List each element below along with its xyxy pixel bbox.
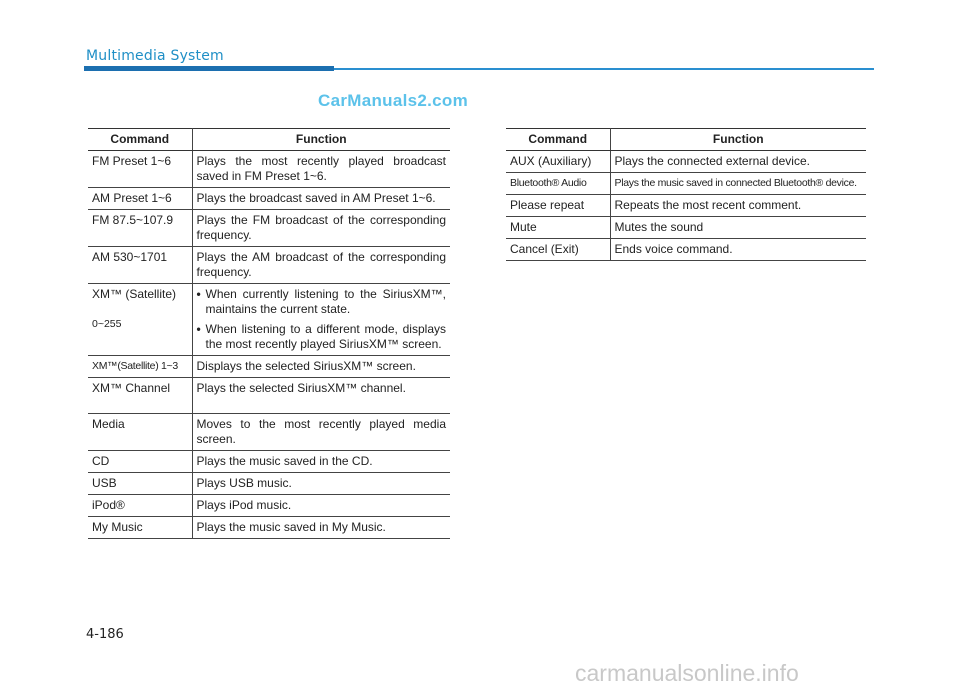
function-cell: [192, 284, 450, 356]
command-cell: AM 530~1701: [88, 247, 192, 284]
table-row: [88, 378, 450, 414]
command-cell: FM Preset 1~6: [88, 151, 192, 188]
function-cell: Plays iPod music.: [192, 495, 450, 517]
bullet-item: • When listening to a different mode, displays the most recently played SiriusXM™ screen.: [197, 322, 447, 352]
column-header-command: Command: [88, 129, 192, 151]
function-cell: Plays the selected SiriusXM™ channel.: [192, 378, 450, 414]
function-cell: Plays the connected external device.: [610, 151, 866, 173]
function-bullet-list: [197, 287, 447, 352]
command-cell: Cancel (Exit): [506, 239, 610, 261]
table-row: [506, 151, 866, 173]
watermark: CarManuals2.com: [318, 91, 468, 110]
column-header-function: Function: [192, 129, 450, 151]
table-row: [88, 247, 450, 284]
command-cell: iPod®: [88, 495, 192, 517]
table-header-row: [88, 129, 450, 151]
command-cell: CD: [88, 451, 192, 473]
function-cell: Ends voice command.: [610, 239, 866, 261]
table-row: [88, 414, 450, 451]
command-cell: XM™ Channel: [88, 378, 192, 414]
table-header-row: [506, 129, 866, 151]
table-row: [88, 517, 450, 539]
function-cell: Plays the music saved in connected Bluetooth® device.: [610, 173, 866, 195]
table-row: [506, 195, 866, 217]
column-header-function: Function: [610, 129, 866, 151]
function-cell: Plays the music saved in the CD.: [192, 451, 450, 473]
table-row: [88, 151, 450, 188]
right-command-table: [506, 128, 866, 261]
table-row: [88, 473, 450, 495]
table-row: [88, 284, 450, 356]
function-cell: Plays USB music.: [192, 473, 450, 495]
bullet-item: • When currently listening to the SiriusXM™, maintains the current state.: [197, 287, 447, 317]
table-row: [506, 217, 866, 239]
table-row: [88, 188, 450, 210]
header-rule-dark: [84, 66, 334, 71]
command-cell: My Music: [88, 517, 192, 539]
table-row: [506, 239, 866, 261]
command-cell: Bluetooth® Audio: [506, 173, 610, 195]
function-cell: Repeats the most recent comment.: [610, 195, 866, 217]
command-cell: AUX (Auxiliary): [506, 151, 610, 173]
command-cell: [88, 284, 192, 356]
function-cell: Plays the most recently played broadcast saved in FM Preset 1~6.: [192, 151, 450, 188]
function-cell: Plays the AM broadcast of the corresponding frequency.: [192, 247, 450, 284]
column-header-command: Command: [506, 129, 610, 151]
command-range: 0~255: [92, 318, 122, 330]
table-row: [88, 210, 450, 247]
left-command-table: [88, 128, 450, 539]
function-cell: Mutes the sound: [610, 217, 866, 239]
table-row: [506, 173, 866, 195]
command-cell: USB: [88, 473, 192, 495]
function-cell: Displays the selected SiriusXM™ screen.: [192, 356, 450, 378]
table-row: [88, 495, 450, 517]
command-cell: XM™(Satellite) 1~3: [88, 356, 192, 378]
function-cell: Plays the FM broadcast of the corresponding frequency.: [192, 210, 450, 247]
function-cell: Plays the music saved in My Music.: [192, 517, 450, 539]
command-label: XM™ (Satellite): [92, 287, 177, 301]
command-cell: Media: [88, 414, 192, 451]
command-cell: FM 87.5~107.9: [88, 210, 192, 247]
command-cell: AM Preset 1~6: [88, 188, 192, 210]
table-row: [88, 356, 450, 378]
section-title: Multimedia System: [86, 48, 224, 64]
table-row: [88, 451, 450, 473]
footer-watermark: carmanualsonline.info: [575, 660, 799, 686]
command-cell: Please repeat: [506, 195, 610, 217]
function-cell: Moves to the most recently played media screen.: [192, 414, 450, 451]
page-number: 4-186: [86, 627, 124, 642]
command-cell: Mute: [506, 217, 610, 239]
function-cell: Plays the broadcast saved in AM Preset 1~6.: [192, 188, 450, 210]
header-rule-light: [334, 68, 874, 70]
